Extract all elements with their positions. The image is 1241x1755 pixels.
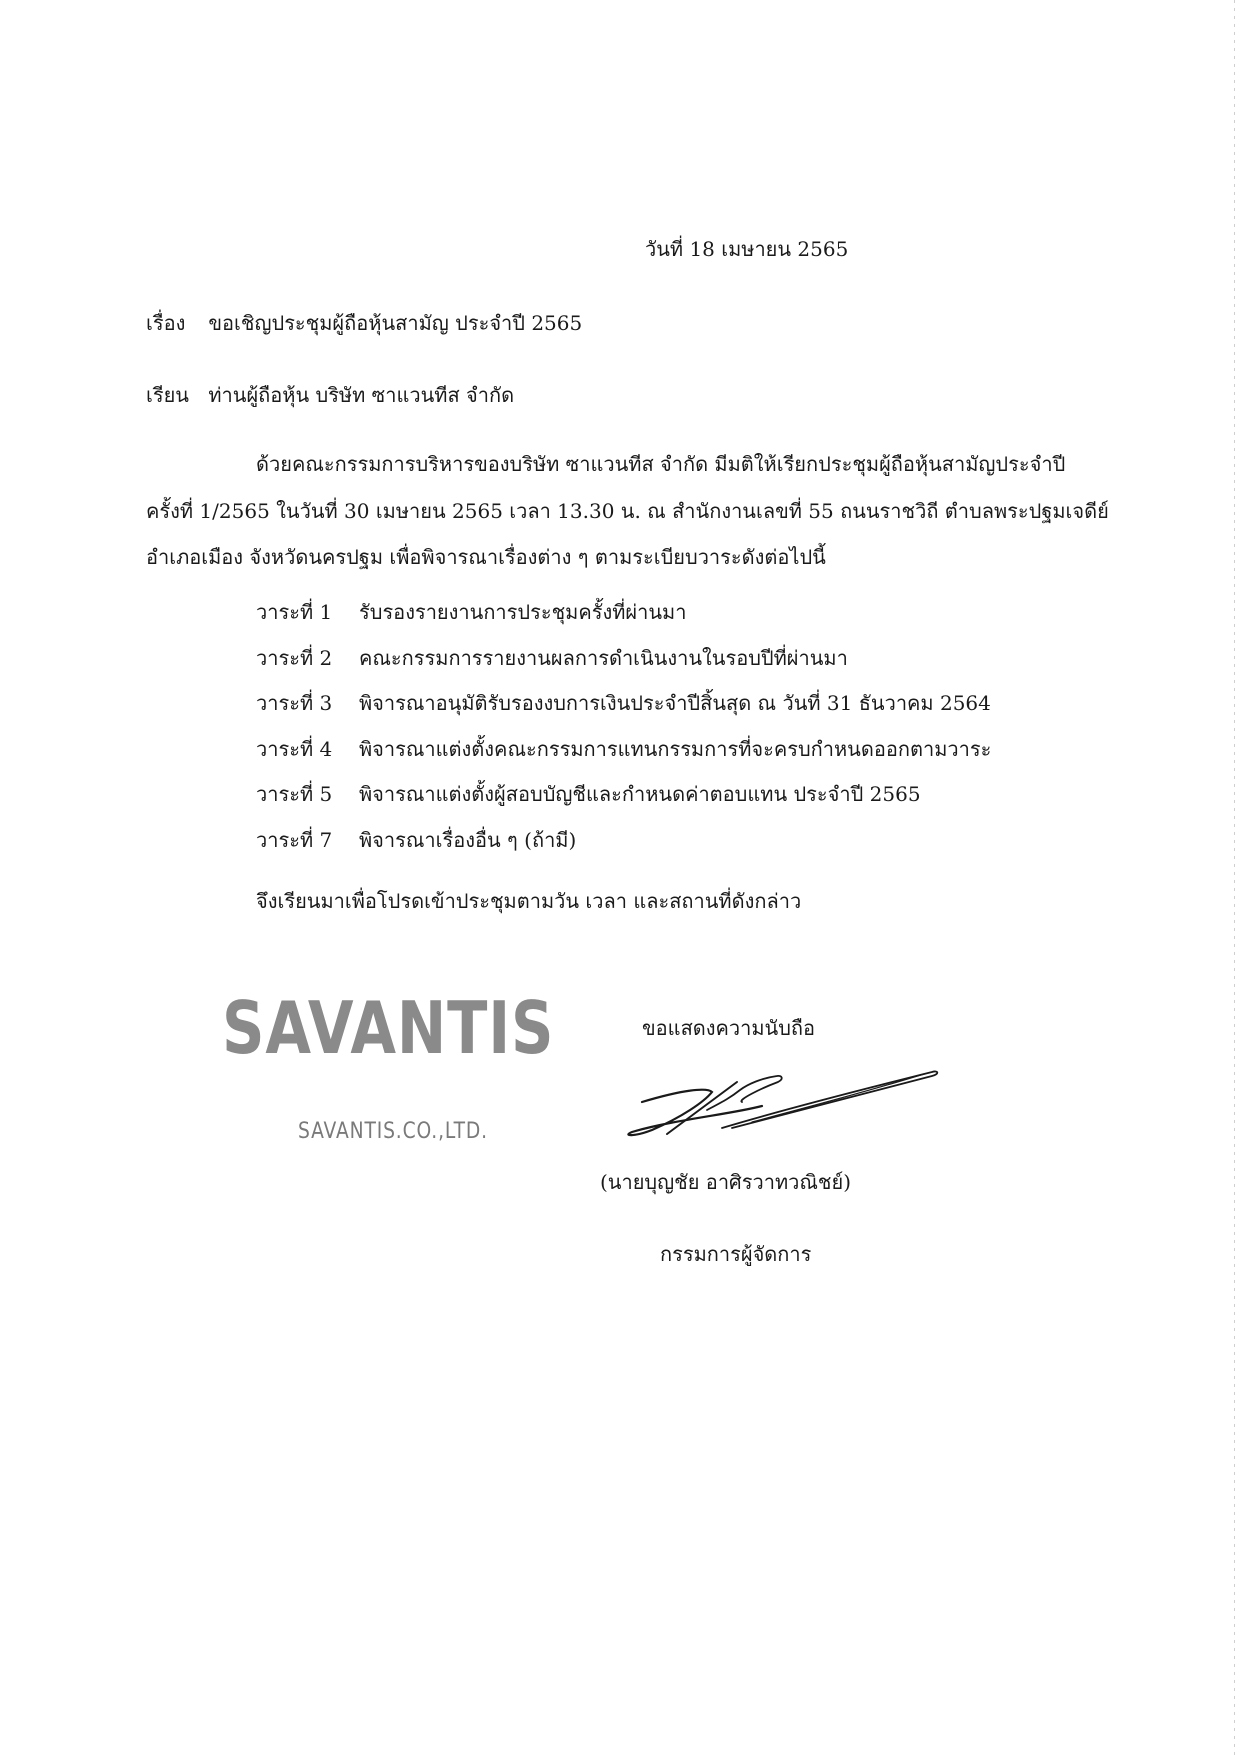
- recipient-text: ท่านผู้ถือหุ้น บริษัท ซาแวนทีส จำกัด: [208, 383, 515, 407]
- signer-position: กรรมการผู้จัดการ: [660, 1242, 812, 1266]
- agenda-text: รับรองรายงานการประชุมครั้งที่ผ่านมา: [359, 600, 687, 624]
- paragraph-line-3: อำเภอเมือง จังหวัดนครปฐม เพื่อพิจารณาเรื่องต่าง ๆ ตามระเบียบวาระดังต่อไปนี้: [146, 545, 826, 569]
- paragraph-line-2: ครั้งที่ 1/2565 ในวันที่ 30 เมษายน 2565 เวลา 13.30 น. ณ สำนักงานเลขที่ 55 ถนนราชวิถี ตำบลพระปฐมเจดีย์: [146, 499, 1109, 523]
- signature-image: [612, 1062, 942, 1142]
- recipient-label: เรียน: [146, 383, 189, 407]
- subject-line: [146, 309, 582, 337]
- agenda-number: วาระที่ 3: [256, 691, 333, 715]
- agenda-text: พิจารณาอนุมัติรับรองงบการเงินประจำปีสิ้นสุด ณ วันที่ 31 ธันวาคม 2564: [359, 691, 991, 715]
- agenda-list: [256, 598, 991, 871]
- letter-date: วันที่ 18 เมษายน 2565: [645, 237, 849, 261]
- agenda-item: [256, 780, 991, 826]
- agenda-item: [256, 689, 991, 735]
- agenda-number: วาระที่ 4: [256, 736, 333, 761]
- scan-edge-line: [1234, 0, 1235, 1755]
- agenda-text: คณะกรรมการรายงานผลการดำเนินงานในรอบปีที่ผ่านมา: [359, 645, 848, 670]
- subject-label: เรื่อง: [146, 311, 186, 335]
- recipient-line: [146, 381, 514, 409]
- signer-name: (นายบุญชัย อาศิรวาทวณิชย์): [600, 1170, 852, 1194]
- agenda-text: พิจารณาแต่งตั้งผู้สอบบัญชีและกำหนดค่าตอบแทน ประจำปี 2565: [359, 782, 921, 806]
- closing-line: จึงเรียนมาเพื่อโปรดเข้าประชุมตามวัน เวลา และสถานที่ดังกล่าว: [256, 889, 802, 913]
- company-logo: SAVANTIS: [222, 986, 555, 1070]
- agenda-number: วาระที่ 2: [256, 645, 333, 670]
- agenda-number: วาระที่ 1: [256, 600, 333, 624]
- agenda-text: พิจารณาเรื่องอื่น ๆ (ถ้ามี): [359, 827, 577, 852]
- agenda-item: [256, 826, 991, 872]
- company-stamp-name: SAVANTIS.CO.,LTD.: [298, 1119, 488, 1144]
- paragraph-line-1: ด้วยคณะกรรมการบริหารของบริษัท ซาแวนทีส จำกัด มีมติให้เรียกประชุมผู้ถือหุ้นสามัญประจำปี: [256, 452, 1066, 476]
- agenda-text: พิจารณาแต่งตั้งคณะกรรมการแทนกรรมการที่จะครบกำหนดออกตามวาระ: [359, 736, 992, 761]
- agenda-number: วาระที่ 5: [256, 782, 333, 806]
- regards-text: ขอแสดงความนับถือ: [642, 1016, 816, 1040]
- agenda-number: วาระที่ 7: [256, 827, 333, 852]
- subject-text: ขอเชิญประชุมผู้ถือหุ้นสามัญ ประจำปี 2565: [208, 311, 583, 335]
- agenda-item: [256, 598, 991, 644]
- agenda-item: [256, 735, 991, 781]
- agenda-item: [256, 644, 991, 690]
